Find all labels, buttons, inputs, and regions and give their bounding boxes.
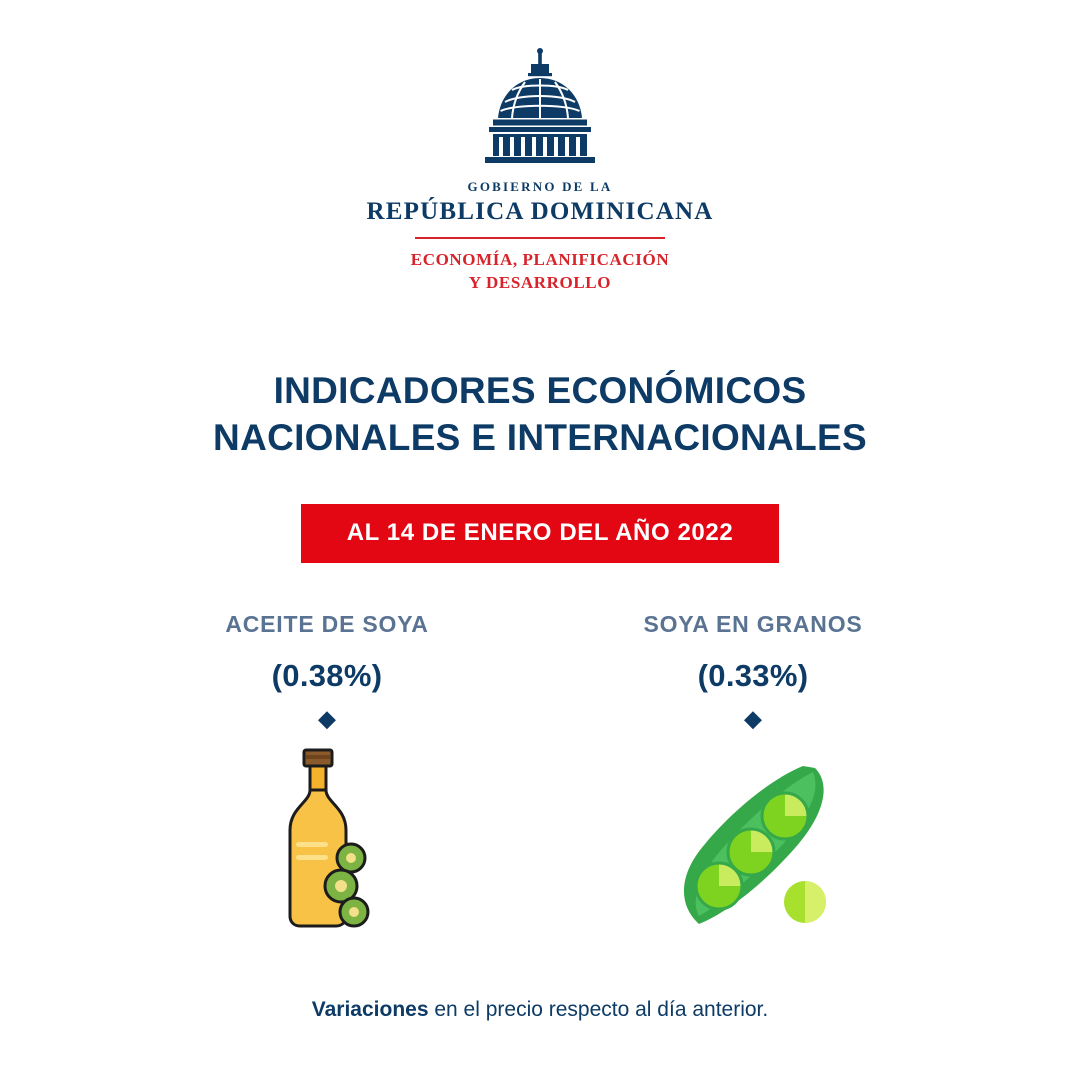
dominican-republic-dome-icon xyxy=(465,48,615,173)
date-banner: AL 14 DE ENERO DEL AÑO 2022 xyxy=(301,504,780,563)
soybean-pod-icon xyxy=(663,746,843,936)
indicator-card-aceite-de-soya xyxy=(197,611,457,936)
footnote xyxy=(312,998,768,1022)
logo-line-2: REPÚBLICA DOMINICANA xyxy=(366,198,714,225)
government-logo xyxy=(367,48,714,295)
indicator-card-soya-en-granos xyxy=(623,611,883,936)
indicator-cards xyxy=(197,611,883,936)
trend-up-icon: ◆ xyxy=(318,705,336,731)
footnote-bold: Variaciones xyxy=(311,997,429,1021)
trend-up-icon: ◆ xyxy=(744,705,762,731)
soybean-oil-bottle-icon xyxy=(262,746,392,936)
ministry-name xyxy=(411,249,669,295)
indicator-label: ACEITE DE SOYA xyxy=(225,610,429,637)
ministry-name-line-1: ECONOMÍA, PLANIFICACIÓN xyxy=(410,250,670,269)
page-title-line-2: NACIONALES E INTERNACIONALES xyxy=(213,417,867,459)
indicator-value: (0.38%) xyxy=(271,657,383,693)
page-title-line-1: INDICADORES ECONÓMICOS xyxy=(273,369,807,411)
logo-divider xyxy=(415,237,665,239)
page-title xyxy=(213,367,867,462)
indicator-value: (0.33%) xyxy=(697,657,809,693)
indicator-label: SOYA EN GRANOS xyxy=(643,610,863,637)
logo-line-1: GOBIERNO DE LA xyxy=(467,179,613,194)
footnote-rest: en el precio respecto al día anterior. xyxy=(428,997,769,1021)
ministry-name-line-2: Y DESARROLLO xyxy=(468,272,612,292)
